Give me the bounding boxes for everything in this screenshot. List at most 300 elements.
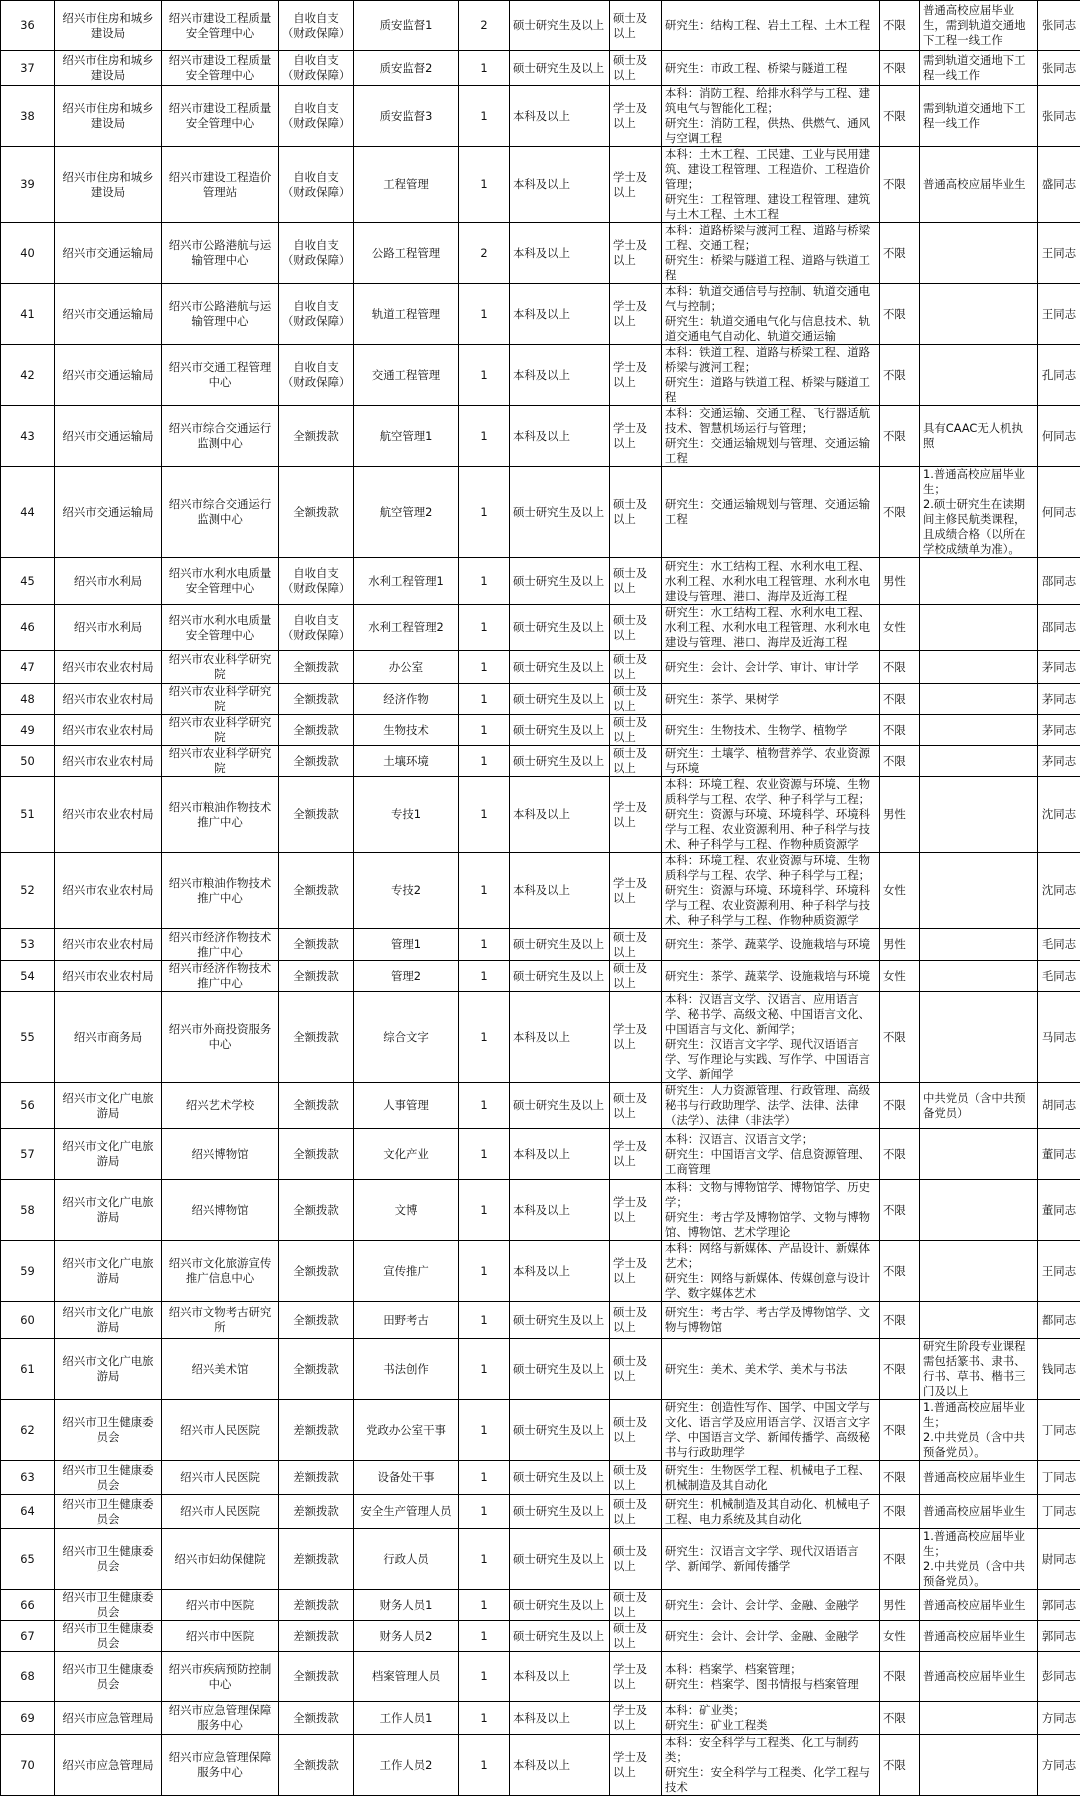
table-row <box>1 86 1080 147</box>
cell-funding-type: 自收自支（财政保障） <box>279 51 354 86</box>
cell-headcount: 1 <box>459 929 510 961</box>
cell-row-number: 45 <box>1 558 55 605</box>
cell-gender-requirement: 不限 <box>880 1339 920 1400</box>
cell-gender-requirement: 不限 <box>880 746 920 777</box>
cell-major-requirement: 研究生：美术、美术学、美术与书法 <box>662 1339 880 1400</box>
cell-row-number: 38 <box>1 86 55 147</box>
cell-employer-unit: 绍兴市人民医院 <box>162 1495 279 1529</box>
cell-degree-requirement: 硕士及以上 <box>610 558 662 605</box>
cell-contact-person: 何同志 <box>1038 406 1080 467</box>
cell-row-number: 54 <box>1 961 55 992</box>
cell-department: 绍兴市卫生健康委员会 <box>55 1400 162 1461</box>
cell-funding-type: 全额拨款 <box>279 406 354 467</box>
table-row <box>1 605 1080 651</box>
cell-row-number: 58 <box>1 1180 55 1241</box>
cell-contact-person: 王同志 <box>1038 1241 1080 1302</box>
cell-gender-requirement: 不限 <box>880 1400 920 1461</box>
cell-other-requirements: 研究生阶段专业课程需包括篆书、隶书、行书、草书、楷书三门及以上 <box>920 1339 1038 1400</box>
cell-row-number: 51 <box>1 777 55 853</box>
cell-other-requirements: 普通高校应届毕业生 <box>920 1461 1038 1495</box>
cell-major-requirement: 本科：环境工程、农业资源与环境、生物质科学与工程、农学、种子科学与工程； 研究生：资源与环境、环境科学、环境科学与工程、农业资源利用、种子科学与技术、种子科学与工程、作物种质资源学 <box>662 853 880 929</box>
cell-major-requirement: 本科：档案学、档案管理； 研究生：档案学、图书情报与档案管理 <box>662 1652 880 1702</box>
table-row <box>1 1461 1080 1495</box>
cell-post-name: 宣传推广 <box>354 1241 459 1302</box>
cell-education-level: 硕士研究生及以上 <box>510 1621 610 1652</box>
cell-post-name: 专技1 <box>354 777 459 853</box>
cell-other-requirements <box>920 1735 1038 1796</box>
cell-contact-person: 董同志 <box>1038 1129 1080 1180</box>
cell-education-level: 本科及以上 <box>510 284 610 345</box>
cell-other-requirements <box>920 605 1038 651</box>
cell-row-number: 57 <box>1 1129 55 1180</box>
cell-funding-type: 全额拨款 <box>279 1083 354 1129</box>
cell-other-requirements <box>920 992 1038 1083</box>
cell-contact-person: 尉同志 <box>1038 1529 1080 1590</box>
cell-headcount: 1 <box>459 1339 510 1400</box>
cell-employer-unit: 绍兴市水利水电质量安全管理中心 <box>162 605 279 651</box>
cell-department: 绍兴市应急管理局 <box>55 1735 162 1796</box>
cell-major-requirement: 研究生：机械制造及其自动化、机械电子工程、电力系统及其自动化 <box>662 1495 880 1529</box>
table-row <box>1 651 1080 684</box>
cell-department: 绍兴市应急管理局 <box>55 1702 162 1735</box>
cell-gender-requirement: 女性 <box>880 605 920 651</box>
cell-post-name: 综合文字 <box>354 992 459 1083</box>
cell-contact-person: 郭同志 <box>1038 1590 1080 1621</box>
cell-degree-requirement: 学士及以上 <box>610 1652 662 1702</box>
cell-headcount: 1 <box>459 1083 510 1129</box>
cell-gender-requirement: 女性 <box>880 961 920 992</box>
cell-headcount: 1 <box>459 147 510 223</box>
cell-row-number: 56 <box>1 1083 55 1129</box>
cell-employer-unit: 绍兴市应急管理保障服务中心 <box>162 1702 279 1735</box>
cell-funding-type: 全额拨款 <box>279 684 354 715</box>
cell-employer-unit: 绍兴市应急管理保障服务中心 <box>162 1735 279 1796</box>
cell-employer-unit: 绍兴市疾病预防控制中心 <box>162 1652 279 1702</box>
cell-major-requirement: 研究生：水工结构工程、水利水电工程、水利工程、水利水电工程管理、水利水电建设与管理、港口、海岸及近海工程 <box>662 558 880 605</box>
cell-headcount: 1 <box>459 284 510 345</box>
cell-major-requirement: 研究生：会计、会计学、审计、审计学 <box>662 651 880 684</box>
cell-other-requirements <box>920 684 1038 715</box>
cell-education-level: 硕士研究生及以上 <box>510 1495 610 1529</box>
cell-education-level: 硕士研究生及以上 <box>510 1 610 51</box>
cell-other-requirements <box>920 1702 1038 1735</box>
cell-gender-requirement: 不限 <box>880 1702 920 1735</box>
cell-headcount: 1 <box>459 467 510 558</box>
cell-other-requirements: 普通高校应届毕业生 <box>920 1621 1038 1652</box>
cell-post-name: 行政人员 <box>354 1529 459 1590</box>
cell-gender-requirement: 不限 <box>880 223 920 284</box>
table-body <box>1 1 1080 1796</box>
cell-row-number: 69 <box>1 1702 55 1735</box>
cell-other-requirements: 1.普通高校应届毕业生； 2.硕士研究生在读期间主修民航类课程，且成绩合格（以所在学校成绩单为准）。 <box>920 467 1038 558</box>
cell-contact-person: 邵同志 <box>1038 558 1080 605</box>
cell-degree-requirement: 硕士及以上 <box>610 715 662 746</box>
cell-post-name: 经济作物 <box>354 684 459 715</box>
cell-gender-requirement: 不限 <box>880 86 920 147</box>
table-row <box>1 1083 1080 1129</box>
cell-post-name: 航空管理2 <box>354 467 459 558</box>
cell-major-requirement: 本科：消防工程、给排水科学与工程、建筑电气与智能化工程； 研究生：消防工程，供热、供燃气、通风与空调工程 <box>662 86 880 147</box>
cell-contact-person: 沈同志 <box>1038 777 1080 853</box>
cell-headcount: 1 <box>459 1129 510 1180</box>
cell-headcount: 1 <box>459 746 510 777</box>
cell-employer-unit: 绍兴市经济作物技术推广中心 <box>162 961 279 992</box>
cell-department: 绍兴市水利局 <box>55 558 162 605</box>
cell-contact-person: 何同志 <box>1038 467 1080 558</box>
cell-degree-requirement: 学士及以上 <box>610 853 662 929</box>
cell-employer-unit: 绍兴市中医院 <box>162 1621 279 1652</box>
table-row <box>1 684 1080 715</box>
cell-gender-requirement: 不限 <box>880 684 920 715</box>
table-row <box>1 1129 1080 1180</box>
table-row <box>1 1180 1080 1241</box>
cell-headcount: 1 <box>459 1652 510 1702</box>
cell-employer-unit: 绍兴市文化旅游宣传推广信息中心 <box>162 1241 279 1302</box>
cell-major-requirement: 本科：道路桥梁与渡河工程、道路与桥梁工程、交通工程； 研究生：桥梁与隧道工程、道路与铁道工程 <box>662 223 880 284</box>
table-row <box>1 1 1080 51</box>
cell-contact-person: 彭同志 <box>1038 1652 1080 1702</box>
cell-gender-requirement: 不限 <box>880 467 920 558</box>
cell-funding-type: 自收自支（财政保障） <box>279 1 354 51</box>
cell-post-name: 设备处干事 <box>354 1461 459 1495</box>
table-row <box>1 777 1080 853</box>
cell-education-level: 硕士研究生及以上 <box>510 1529 610 1590</box>
cell-education-level: 硕士研究生及以上 <box>510 1400 610 1461</box>
cell-degree-requirement: 硕士及以上 <box>610 929 662 961</box>
cell-education-level: 本科及以上 <box>510 1180 610 1241</box>
cell-row-number: 42 <box>1 345 55 406</box>
cell-row-number: 44 <box>1 467 55 558</box>
cell-major-requirement: 研究生：创造性写作、国学、中国文学与文化、语言学及应用语言学、汉语言文字学、中国语言文学、新闻传播学、高级秘书与行政助理学 <box>662 1400 880 1461</box>
cell-contact-person: 王同志 <box>1038 223 1080 284</box>
cell-headcount: 1 <box>459 1495 510 1529</box>
table-row <box>1 1302 1080 1339</box>
cell-other-requirements: 1.普通高校应届毕业生； 2.中共党员（含中共预备党员）。 <box>920 1529 1038 1590</box>
cell-post-name: 财务人员2 <box>354 1621 459 1652</box>
cell-education-level: 硕士研究生及以上 <box>510 1339 610 1400</box>
cell-row-number: 63 <box>1 1461 55 1495</box>
cell-row-number: 64 <box>1 1495 55 1529</box>
cell-gender-requirement: 不限 <box>880 1735 920 1796</box>
cell-education-level: 硕士研究生及以上 <box>510 51 610 86</box>
cell-degree-requirement: 硕士及以上 <box>610 467 662 558</box>
cell-department: 绍兴市卫生健康委员会 <box>55 1495 162 1529</box>
cell-other-requirements <box>920 1129 1038 1180</box>
cell-other-requirements <box>920 1302 1038 1339</box>
cell-degree-requirement: 硕士及以上 <box>610 1590 662 1621</box>
cell-employer-unit: 绍兴市文物考古研究所 <box>162 1302 279 1339</box>
cell-employer-unit: 绍兴市建设工程质量安全管理中心 <box>162 86 279 147</box>
cell-employer-unit: 绍兴市综合交通运行监测中心 <box>162 406 279 467</box>
cell-headcount: 1 <box>459 605 510 651</box>
cell-education-level: 硕士研究生及以上 <box>510 1302 610 1339</box>
cell-education-level: 硕士研究生及以上 <box>510 961 610 992</box>
cell-employer-unit: 绍兴博物馆 <box>162 1180 279 1241</box>
cell-department: 绍兴市交通运输局 <box>55 467 162 558</box>
cell-department: 绍兴市农业农村局 <box>55 651 162 684</box>
cell-major-requirement: 研究生：茶学、果树学 <box>662 684 880 715</box>
cell-contact-person: 都同志 <box>1038 1302 1080 1339</box>
cell-degree-requirement: 硕士及以上 <box>610 1461 662 1495</box>
cell-gender-requirement: 男性 <box>880 929 920 961</box>
cell-funding-type: 差额拨款 <box>279 1590 354 1621</box>
cell-other-requirements: 需到轨道交通地下工程一线工作 <box>920 86 1038 147</box>
cell-funding-type: 差额拨款 <box>279 1621 354 1652</box>
cell-funding-type: 差额拨款 <box>279 1529 354 1590</box>
cell-department: 绍兴市住房和城乡建设局 <box>55 51 162 86</box>
cell-employer-unit: 绍兴市公路港航与运输管理中心 <box>162 223 279 284</box>
cell-post-name: 水利工程管理2 <box>354 605 459 651</box>
cell-department: 绍兴市交通运输局 <box>55 223 162 284</box>
cell-row-number: 60 <box>1 1302 55 1339</box>
cell-major-requirement: 研究生：人力资源管理、行政管理、高级秘书与行政助理学、法学、法律、法律（法学）、法律（非法学） <box>662 1083 880 1129</box>
cell-headcount: 1 <box>459 1590 510 1621</box>
cell-department: 绍兴市农业农村局 <box>55 715 162 746</box>
cell-department: 绍兴市文化广电旅游局 <box>55 1129 162 1180</box>
table-row <box>1 1339 1080 1400</box>
cell-employer-unit: 绍兴市建设工程质量安全管理中心 <box>162 1 279 51</box>
cell-funding-type: 全额拨款 <box>279 1302 354 1339</box>
cell-funding-type: 全额拨款 <box>279 992 354 1083</box>
cell-degree-requirement: 硕士及以上 <box>610 51 662 86</box>
cell-headcount: 2 <box>459 1 510 51</box>
cell-row-number: 36 <box>1 1 55 51</box>
table-row <box>1 746 1080 777</box>
cell-funding-type: 全额拨款 <box>279 1702 354 1735</box>
cell-employer-unit: 绍兴市人民医院 <box>162 1461 279 1495</box>
cell-row-number: 52 <box>1 853 55 929</box>
cell-education-level: 硕士研究生及以上 <box>510 1590 610 1621</box>
cell-major-requirement: 研究生：会计、会计学、金融、金融学 <box>662 1590 880 1621</box>
cell-major-requirement: 研究生：市政工程、桥梁与隧道工程 <box>662 51 880 86</box>
cell-row-number: 66 <box>1 1590 55 1621</box>
cell-education-level: 本科及以上 <box>510 1702 610 1735</box>
cell-funding-type: 差额拨款 <box>279 1400 354 1461</box>
cell-gender-requirement: 女性 <box>880 1621 920 1652</box>
cell-employer-unit: 绍兴市粮油作物技术推广中心 <box>162 777 279 853</box>
cell-contact-person: 毛同志 <box>1038 929 1080 961</box>
cell-headcount: 1 <box>459 86 510 147</box>
cell-row-number: 49 <box>1 715 55 746</box>
cell-department: 绍兴市卫生健康委员会 <box>55 1461 162 1495</box>
cell-education-level: 本科及以上 <box>510 86 610 147</box>
cell-contact-person: 茅同志 <box>1038 684 1080 715</box>
cell-department: 绍兴市农业农村局 <box>55 929 162 961</box>
cell-gender-requirement: 不限 <box>880 1529 920 1590</box>
cell-funding-type: 全额拨款 <box>279 1339 354 1400</box>
cell-funding-type: 自收自支（财政保障） <box>279 605 354 651</box>
cell-education-level: 硕士研究生及以上 <box>510 715 610 746</box>
cell-gender-requirement: 不限 <box>880 1461 920 1495</box>
cell-headcount: 1 <box>459 1702 510 1735</box>
cell-employer-unit: 绍兴市粮油作物技术推广中心 <box>162 853 279 929</box>
cell-headcount: 1 <box>459 777 510 853</box>
cell-degree-requirement: 硕士及以上 <box>610 605 662 651</box>
cell-headcount: 1 <box>459 992 510 1083</box>
cell-post-name: 财务人员1 <box>354 1590 459 1621</box>
cell-post-name: 工作人员1 <box>354 1702 459 1735</box>
cell-row-number: 59 <box>1 1241 55 1302</box>
table-row <box>1 467 1080 558</box>
cell-funding-type: 全额拨款 <box>279 651 354 684</box>
cell-degree-requirement: 学士及以上 <box>610 1129 662 1180</box>
cell-education-level: 硕士研究生及以上 <box>510 558 610 605</box>
table-row <box>1 853 1080 929</box>
cell-funding-type: 全额拨款 <box>279 1241 354 1302</box>
cell-degree-requirement: 学士及以上 <box>610 1241 662 1302</box>
cell-post-name: 党政办公室干事 <box>354 1400 459 1461</box>
cell-row-number: 43 <box>1 406 55 467</box>
cell-post-name: 管理2 <box>354 961 459 992</box>
cell-major-requirement: 研究生：会计、会计学、金融、金融学 <box>662 1621 880 1652</box>
cell-headcount: 1 <box>459 406 510 467</box>
cell-major-requirement: 本科：文物与博物馆学、博物馆学、历史学； 研究生：考古学及博物馆学、文物与博物馆、博物馆、艺术学理论 <box>662 1180 880 1241</box>
cell-other-requirements: 1.普通高校应届毕业生； 2.中共党员（含中共预备党员）。 <box>920 1400 1038 1461</box>
cell-major-requirement: 本科：环境工程、农业资源与环境、生物质科学与工程、农学、种子科学与工程； 研究生：资源与环境、环境科学、环境科学与工程、农业资源利用、种子科学与技术、种子科学与工程、作物种质资源学 <box>662 777 880 853</box>
cell-post-name: 工程管理 <box>354 147 459 223</box>
cell-other-requirements <box>920 223 1038 284</box>
table-row <box>1 1621 1080 1652</box>
cell-department: 绍兴市农业农村局 <box>55 853 162 929</box>
cell-funding-type: 全额拨款 <box>279 1735 354 1796</box>
cell-other-requirements <box>920 651 1038 684</box>
cell-other-requirements: 普通高校应届毕业生 <box>920 1590 1038 1621</box>
cell-funding-type: 全额拨款 <box>279 1652 354 1702</box>
cell-education-level: 本科及以上 <box>510 777 610 853</box>
cell-headcount: 1 <box>459 853 510 929</box>
cell-contact-person: 丁同志 <box>1038 1461 1080 1495</box>
cell-education-level: 硕士研究生及以上 <box>510 746 610 777</box>
cell-major-requirement: 本科：铁道工程、道路与桥梁工程、道路桥梁与渡河工程； 研究生：道路与铁道工程、桥梁与隧道工程 <box>662 345 880 406</box>
cell-department: 绍兴市住房和城乡建设局 <box>55 147 162 223</box>
cell-other-requirements <box>920 715 1038 746</box>
cell-headcount: 1 <box>459 1735 510 1796</box>
cell-gender-requirement: 不限 <box>880 1180 920 1241</box>
cell-education-level: 本科及以上 <box>510 1129 610 1180</box>
cell-other-requirements: 普通高校应届毕业生 <box>920 1495 1038 1529</box>
cell-post-name: 水利工程管理1 <box>354 558 459 605</box>
cell-headcount: 1 <box>459 1241 510 1302</box>
cell-gender-requirement: 不限 <box>880 1129 920 1180</box>
cell-gender-requirement: 不限 <box>880 1241 920 1302</box>
cell-funding-type: 全额拨款 <box>279 1180 354 1241</box>
cell-employer-unit: 绍兴市农业科学研究院 <box>162 651 279 684</box>
table-row <box>1 1702 1080 1735</box>
cell-other-requirements <box>920 284 1038 345</box>
cell-row-number: 55 <box>1 992 55 1083</box>
cell-row-number: 48 <box>1 684 55 715</box>
cell-employer-unit: 绍兴市妇幼保健院 <box>162 1529 279 1590</box>
cell-post-name: 土壤环境 <box>354 746 459 777</box>
cell-post-name: 公路工程管理 <box>354 223 459 284</box>
cell-gender-requirement: 不限 <box>880 1 920 51</box>
table-row <box>1 223 1080 284</box>
cell-major-requirement: 研究生：汉语言文字学、现代汉语语言学、新闻学、新闻传播学 <box>662 1529 880 1590</box>
cell-contact-person: 胡同志 <box>1038 1083 1080 1129</box>
cell-funding-type: 全额拨款 <box>279 853 354 929</box>
cell-funding-type: 自收自支（财政保障） <box>279 147 354 223</box>
table-row <box>1 147 1080 223</box>
cell-employer-unit: 绍兴市交通工程管理中心 <box>162 345 279 406</box>
cell-education-level: 硕士研究生及以上 <box>510 467 610 558</box>
cell-employer-unit: 绍兴美术馆 <box>162 1339 279 1400</box>
cell-major-requirement: 研究生：茶学、蔬菜学、设施栽培与环境 <box>662 929 880 961</box>
cell-employer-unit: 绍兴市经济作物技术推广中心 <box>162 929 279 961</box>
cell-education-level: 硕士研究生及以上 <box>510 605 610 651</box>
cell-gender-requirement: 不限 <box>880 284 920 345</box>
cell-education-level: 本科及以上 <box>510 992 610 1083</box>
cell-degree-requirement: 学士及以上 <box>610 345 662 406</box>
cell-degree-requirement: 学士及以上 <box>610 406 662 467</box>
cell-department: 绍兴市农业农村局 <box>55 777 162 853</box>
cell-contact-person: 钱同志 <box>1038 1339 1080 1400</box>
cell-employer-unit: 绍兴市中医院 <box>162 1590 279 1621</box>
cell-degree-requirement: 硕士及以上 <box>610 1302 662 1339</box>
cell-employer-unit: 绍兴市农业科学研究院 <box>162 684 279 715</box>
cell-gender-requirement: 不限 <box>880 651 920 684</box>
table-row <box>1 929 1080 961</box>
cell-other-requirements: 普通高校应届毕业生，需到轨道交通地下工程一线工作 <box>920 1 1038 51</box>
cell-education-level: 本科及以上 <box>510 853 610 929</box>
table-row <box>1 406 1080 467</box>
cell-gender-requirement: 不限 <box>880 1652 920 1702</box>
cell-post-name: 质安监督1 <box>354 1 459 51</box>
cell-row-number: 50 <box>1 746 55 777</box>
cell-funding-type: 全额拨款 <box>279 746 354 777</box>
table-row <box>1 715 1080 746</box>
cell-contact-person: 沈同志 <box>1038 853 1080 929</box>
cell-row-number: 62 <box>1 1400 55 1461</box>
cell-post-name: 管理1 <box>354 929 459 961</box>
table-row <box>1 1241 1080 1302</box>
cell-education-level: 本科及以上 <box>510 1652 610 1702</box>
cell-post-name: 文博 <box>354 1180 459 1241</box>
cell-headcount: 1 <box>459 1180 510 1241</box>
cell-employer-unit: 绍兴市水利水电质量安全管理中心 <box>162 558 279 605</box>
cell-employer-unit: 绍兴市综合交通运行监测中心 <box>162 467 279 558</box>
cell-headcount: 1 <box>459 684 510 715</box>
cell-contact-person: 茅同志 <box>1038 715 1080 746</box>
cell-education-level: 硕士研究生及以上 <box>510 1083 610 1129</box>
cell-department: 绍兴市交通运输局 <box>55 284 162 345</box>
cell-department: 绍兴市住房和城乡建设局 <box>55 1 162 51</box>
cell-gender-requirement: 不限 <box>880 715 920 746</box>
cell-department: 绍兴市农业农村局 <box>55 684 162 715</box>
cell-major-requirement: 研究生：茶学、蔬菜学、设施栽培与环境 <box>662 961 880 992</box>
table-row <box>1 51 1080 86</box>
cell-department: 绍兴市卫生健康委员会 <box>55 1590 162 1621</box>
cell-employer-unit: 绍兴市农业科学研究院 <box>162 715 279 746</box>
cell-department: 绍兴市文化广电旅游局 <box>55 1241 162 1302</box>
cell-department: 绍兴市交通运输局 <box>55 406 162 467</box>
cell-gender-requirement: 不限 <box>880 992 920 1083</box>
cell-contact-person: 方同志 <box>1038 1702 1080 1735</box>
cell-funding-type: 全额拨款 <box>279 961 354 992</box>
cell-other-requirements <box>920 853 1038 929</box>
cell-headcount: 1 <box>459 715 510 746</box>
table-row <box>1 1495 1080 1529</box>
cell-gender-requirement: 不限 <box>880 1495 920 1529</box>
cell-major-requirement: 研究生：交通运输规划与管理、交通运输工程 <box>662 467 880 558</box>
cell-degree-requirement: 硕士及以上 <box>610 961 662 992</box>
cell-department: 绍兴市卫生健康委员会 <box>55 1652 162 1702</box>
cell-degree-requirement: 硕士及以上 <box>610 1 662 51</box>
cell-post-name: 轨道工程管理 <box>354 284 459 345</box>
cell-post-name: 文化产业 <box>354 1129 459 1180</box>
cell-major-requirement: 研究生：水工结构工程、水利水电工程、水利工程、水利水电工程管理、水利水电建设与管理、港口、海岸及近海工程 <box>662 605 880 651</box>
cell-gender-requirement: 不限 <box>880 147 920 223</box>
cell-major-requirement: 本科：土木工程、工民建、工业与民用建筑、建设工程管理、工程造价、工程造价管理； 研究生：工程管理、建设工程管理、建筑与土木工程、土木工程 <box>662 147 880 223</box>
